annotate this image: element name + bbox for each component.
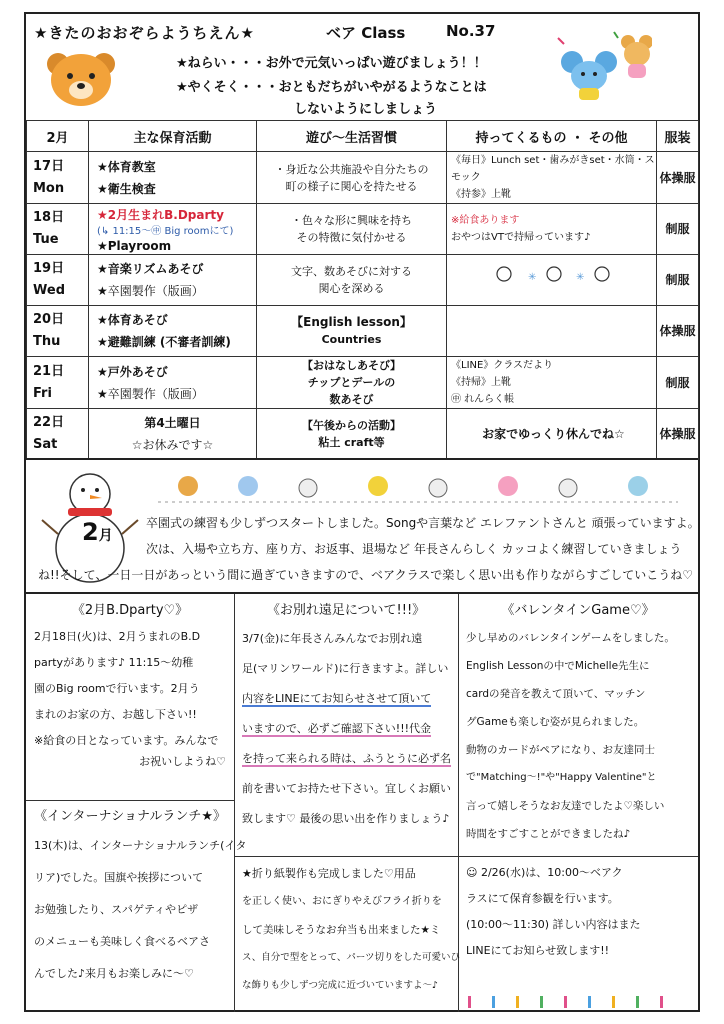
lunch-notice: ※給食あります bbox=[451, 215, 520, 226]
bring-cell bbox=[447, 204, 657, 255]
bring-text: 《毎日》Lunch set・歯みがきset・水筒・スモック bbox=[451, 155, 655, 183]
note-line: して美味しそうなお弁当も出来ました★ミ bbox=[242, 924, 441, 936]
table-row bbox=[27, 255, 699, 306]
activity-highlight: ★2月生まれB.Dparty bbox=[97, 208, 224, 222]
activity-cell bbox=[89, 357, 257, 409]
issue-number: No.37 bbox=[446, 22, 496, 40]
note-line bbox=[242, 744, 450, 774]
table-row bbox=[27, 152, 699, 204]
weekday: Wed bbox=[33, 283, 65, 298]
underlined-text: いますので、必ずご確認下さい!!!代金 bbox=[242, 722, 432, 735]
note-line bbox=[242, 714, 450, 744]
note-line: な飾りも少しずつ完成に近づいていますよ～♪ bbox=[242, 980, 439, 991]
activity-cell bbox=[89, 152, 257, 204]
note-line: 時間をすごすことができましたね♪ bbox=[466, 828, 631, 840]
note-line: LINEにてお知らせ致します!! bbox=[466, 944, 610, 957]
note-line: ★折り紙製作も完成しました♡用品 bbox=[242, 867, 416, 880]
table-row bbox=[27, 204, 699, 255]
note-title: 《インターナショナルランチ★》 bbox=[34, 809, 226, 824]
note-line: 足(マリンワールド)に行きますよ。詳しい bbox=[242, 662, 449, 675]
february-banner bbox=[26, 458, 698, 594]
life-text: 【午後からの活動】 bbox=[302, 419, 401, 432]
life-text: 関心を深める bbox=[318, 282, 385, 295]
activity-cell bbox=[89, 204, 257, 255]
activity: ★卒園製作（版画） bbox=[97, 284, 204, 298]
life-cell bbox=[257, 409, 447, 460]
wear-header: 服装 bbox=[657, 121, 699, 152]
note-line bbox=[242, 684, 450, 714]
activity: ★戸外あそび bbox=[97, 364, 168, 379]
aim-text: ★ねらい・・・お外で元気いっぱい遊びましょう！！ bbox=[176, 56, 487, 71]
bring-cell bbox=[447, 409, 657, 460]
bring-cell bbox=[447, 306, 657, 357]
weekday: Thu bbox=[33, 334, 61, 349]
bring-text: 《LINE》クラスだより bbox=[451, 360, 554, 371]
date: 20日 bbox=[33, 312, 65, 327]
life-cell bbox=[257, 152, 447, 204]
wear-cell: 体操服 bbox=[657, 409, 699, 460]
banner-line: ね!!そして、一日一日があっという間に過ぎていきますので、ベアクラスで楽しく思い出も作りながらすごしていこうね♡ bbox=[38, 568, 694, 582]
school-name: ★きたのおおぞらようちえん★ bbox=[34, 24, 255, 42]
bring-text: 《持参》上靴 bbox=[451, 189, 511, 200]
note-line: 言って嬉しそうなお友達でしたよ♡楽しい bbox=[466, 800, 665, 812]
wear-cell: 体操服 bbox=[657, 306, 699, 357]
bring-text: 《持帰》上靴 bbox=[451, 377, 511, 388]
life-text: その特徴に気付かせる bbox=[296, 231, 407, 244]
activity-note: (↳ 11:15～㊥ Big roomにて) bbox=[97, 226, 234, 237]
bring-cell bbox=[447, 152, 657, 204]
table-row bbox=[27, 306, 699, 357]
life-text: 【English lesson】 bbox=[291, 315, 412, 329]
promise-text: ★やくそく・・・おともだちがいやがるようなことは bbox=[176, 80, 487, 95]
bring-header: 持ってくるもの ・ その他 bbox=[447, 121, 657, 152]
bring-text: お家でゆっくり休んでね☆ bbox=[482, 426, 625, 441]
bd-party-note bbox=[26, 594, 234, 800]
open-class-note bbox=[458, 856, 698, 1012]
activity: ★音楽リズムあそび bbox=[97, 262, 204, 276]
note-line: ラスにて保育参観を行います。 bbox=[466, 892, 619, 905]
note-line: cardの発音を教えて頂いて、マッチン bbox=[466, 688, 646, 700]
note-line: のメニューも美味しく食べるベアさ bbox=[34, 935, 210, 948]
activity: ★衛生検査 bbox=[97, 181, 156, 196]
date-cell bbox=[27, 357, 89, 409]
life-text: 粘土 craft等 bbox=[318, 436, 385, 449]
note-line: 2月18日(火)は、2月うまれのB.D bbox=[34, 630, 201, 643]
animal-parade-icon bbox=[158, 464, 678, 508]
activity: ★体育教室 bbox=[97, 159, 156, 174]
weekday: Mon bbox=[33, 180, 65, 196]
note-line: 園のBig roomで行います。2月う bbox=[34, 682, 200, 695]
note-title: 《2月B.Dparty♡》 bbox=[71, 603, 189, 618]
activity-cell bbox=[89, 306, 257, 357]
note-line: 動物のカードがペアになり、お友達同士 bbox=[466, 744, 655, 756]
life-text: ・身近な公共施設や自分たちの bbox=[274, 162, 429, 176]
note-line: グGameも楽しむ姿が見られました。 bbox=[466, 716, 645, 728]
activity: 第4土曜日 bbox=[144, 416, 201, 430]
date-cell bbox=[27, 409, 89, 460]
bring-cell bbox=[447, 357, 657, 409]
activity-cell bbox=[89, 255, 257, 306]
note-title: 《お別れ遠足について!!!》 bbox=[266, 603, 426, 618]
note-line: お勉強したり、スパゲティやピザ bbox=[34, 903, 199, 916]
banner-message bbox=[146, 510, 700, 562]
svg-text:✳: ✳ bbox=[527, 272, 536, 283]
date: 22日 bbox=[33, 415, 65, 430]
activity-cell bbox=[89, 409, 257, 460]
wear-cell: 体操服 bbox=[657, 152, 699, 204]
promise-text-2: しないようにしましょう bbox=[294, 102, 438, 117]
note-line: で"Matching～!"や"Happy Valentine"と bbox=[466, 772, 657, 783]
activity: ★卒園製作（版画） bbox=[97, 386, 204, 401]
note-line: 13(木)は、インターナショナルランチ(イタ bbox=[34, 839, 247, 852]
date: 19日 bbox=[33, 261, 65, 276]
note-line: を正しく使い、おにぎりやえびフライ折りを bbox=[242, 896, 442, 907]
activity: ☆お休みです☆ bbox=[131, 438, 214, 452]
month-suffix: 月 bbox=[98, 528, 113, 544]
life-text: 【おはなしあそび】 bbox=[302, 359, 401, 372]
note-line: English Lessonの中でMichelle先生に bbox=[466, 660, 650, 672]
note-line: 前を書いてお持たせ下さい。宜しくお願い bbox=[242, 782, 451, 795]
note-line: 3/7(金)に年長さんみんなでお別れ遠 bbox=[242, 632, 423, 645]
farewell-trip-note bbox=[234, 594, 458, 856]
origami-note bbox=[234, 856, 461, 1012]
valentine-note bbox=[458, 594, 698, 856]
candles-icon bbox=[462, 992, 674, 1010]
life-cell bbox=[257, 357, 447, 409]
note-line: 少し早めのバレンタインゲームをしました。 bbox=[466, 632, 675, 644]
date: 18日 bbox=[33, 210, 65, 225]
underlined-text: を持って来られる時は、ふうとうに必ず名 bbox=[242, 752, 451, 765]
banner-line: 卒園式の練習も少しずつスタートしました。Songや言葉など エレファントさんと 頑張っていますよ。 bbox=[146, 516, 700, 530]
table-row bbox=[27, 357, 699, 409]
schedule-table bbox=[26, 120, 699, 460]
life-text: 町の様子に関心を持たせる bbox=[285, 179, 418, 193]
life-header: 遊び～生活習慣 bbox=[257, 121, 447, 152]
note-title: 《バレンタインGame♡》 bbox=[501, 603, 655, 618]
bring-cell bbox=[447, 255, 657, 306]
activity: ★体育あそび bbox=[97, 313, 168, 327]
banner-line: 次は、入場や立ち方、座り方、お返事、退場など 年長さんらしく カッコよく練習していきましょう bbox=[146, 542, 682, 556]
life-text: 数あそび bbox=[329, 393, 374, 406]
table-header-row bbox=[27, 121, 699, 152]
weekday: Tue bbox=[33, 232, 59, 247]
newsletter-page bbox=[24, 12, 700, 1012]
activities-header: 主な保育活動 bbox=[89, 121, 257, 152]
bring-text: おやつはVTで持帰っています♪ bbox=[451, 232, 591, 243]
activity: ★Playroom bbox=[97, 239, 172, 253]
life-text: Countries bbox=[321, 333, 382, 346]
international-lunch-note bbox=[26, 800, 247, 1012]
svg-text:✳: ✳ bbox=[575, 272, 584, 283]
life-text: 文字、数あそびに対する bbox=[291, 265, 412, 278]
life-cell bbox=[257, 204, 447, 255]
date-cell bbox=[27, 306, 89, 357]
month-label bbox=[82, 518, 113, 546]
note-line: 致します♡ 最後の思い出を作りましょう♪ bbox=[242, 812, 450, 825]
wear-cell: 制服 bbox=[657, 255, 699, 306]
header bbox=[26, 14, 698, 118]
date: 21日 bbox=[33, 363, 65, 379]
note-line: まれのお家の方、お越し下さい!! bbox=[34, 708, 197, 721]
date-cell bbox=[27, 152, 89, 204]
note-line: んでした♪来月もお楽しみに～♡ bbox=[34, 967, 194, 980]
children-doodle-icon bbox=[484, 262, 624, 292]
life-text: ・色々な形に興味を持ち bbox=[291, 214, 412, 227]
bear-face-icon bbox=[46, 44, 116, 108]
life-cell bbox=[257, 306, 447, 357]
bring-text: ㊥ れんらく帳 bbox=[451, 394, 515, 405]
month-header: 2月 bbox=[27, 121, 89, 152]
wear-cell: 制服 bbox=[657, 357, 699, 409]
notes-grid bbox=[26, 592, 698, 1012]
life-text: チップとデールの bbox=[307, 376, 396, 389]
date: 17日 bbox=[33, 158, 65, 174]
date-cell bbox=[27, 204, 89, 255]
life-cell bbox=[257, 255, 447, 306]
note-line: ス、自分で型をとって、パーツ切りをした可愛いひ bbox=[242, 952, 461, 963]
class-name: ベア Class bbox=[326, 24, 406, 42]
weekday: Sat bbox=[33, 437, 58, 452]
note-line: ※給食の日となっています。みんなで bbox=[34, 734, 219, 747]
month-number: 2 bbox=[82, 518, 99, 546]
note-line: (10:00～11:30) 詳しい内容はまた bbox=[466, 918, 641, 931]
table-row bbox=[27, 409, 699, 460]
note-line: お祝いしようね♡ bbox=[139, 755, 226, 768]
note-line: partyがあります♪ 11:15～幼稚 bbox=[34, 656, 194, 669]
activity: ★避難訓練 (不審者訓練) bbox=[97, 335, 231, 349]
mouse-and-squirrel-icon bbox=[554, 28, 652, 104]
date-cell bbox=[27, 255, 89, 306]
wear-cell: 制服 bbox=[657, 204, 699, 255]
note-line: ☺ 2/26(水)は、10:00～ベアク bbox=[466, 866, 623, 879]
note-line: リア)でした。国旗や挨拶について bbox=[34, 871, 204, 884]
underlined-text: 内容をLINEにてお知らせさせて頂いて bbox=[242, 692, 432, 705]
weekday: Fri bbox=[33, 385, 52, 401]
